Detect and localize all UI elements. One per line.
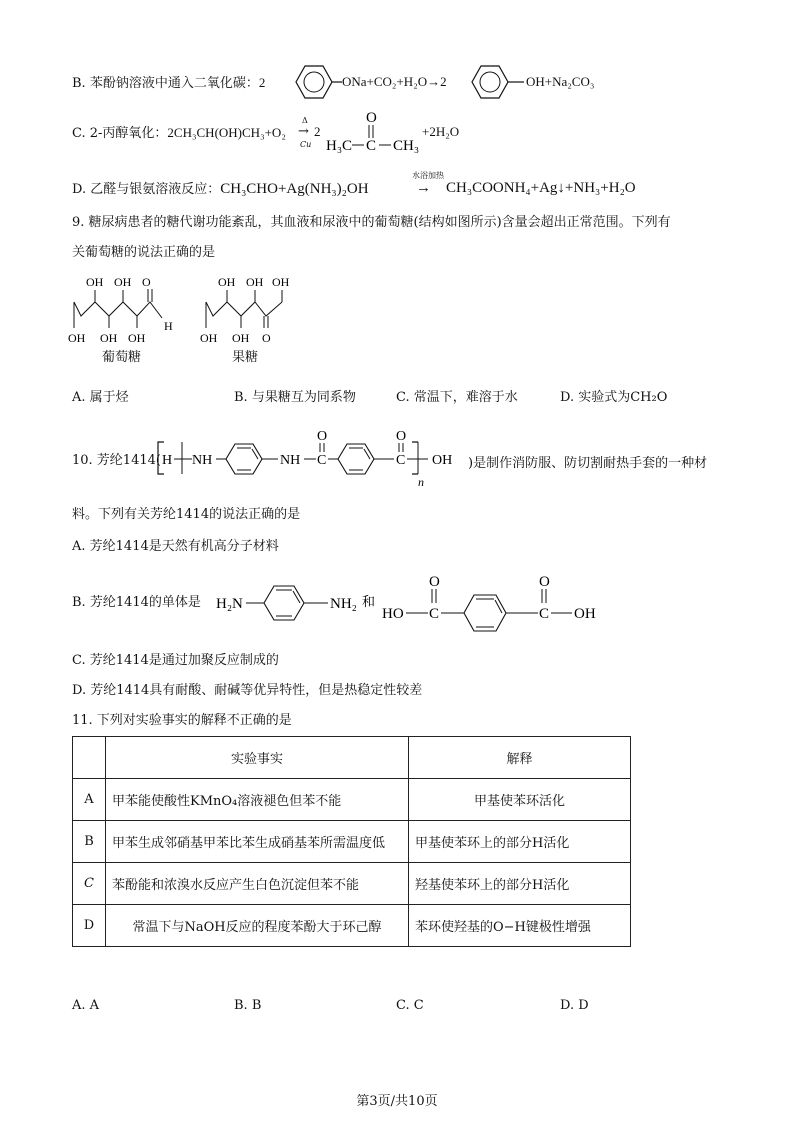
q8-b-coef: 2 [258, 75, 266, 90]
q8-b-label: B. 苯酚钠溶液中通入二氧化碳： [72, 76, 259, 91]
row-explain: 苯环使羟基的O−H键极性增强 [409, 905, 631, 947]
svg-text:n: n [418, 475, 424, 489]
q10-aramid-structure [156, 428, 466, 490]
q8-option-c [72, 124, 286, 143]
q11-option-b: B. B [234, 998, 262, 1013]
svg-text:O: O [317, 429, 328, 444]
q8-b-benzene-1 [284, 60, 344, 104]
q10-option-a: A. 芳纶1414是天然有机高分子材料 [72, 539, 279, 554]
svg-text:OH: OH [86, 275, 104, 289]
table-header-row [73, 737, 631, 779]
q9-option-a: A. 属于烃 [72, 390, 129, 405]
svg-text:H: H [164, 319, 173, 333]
q11-stem: 11. 下列对实验事实的解释不正确的是 [72, 713, 292, 728]
svg-text:O: O [396, 429, 407, 444]
q8-c-h3c: H₃C [326, 138, 353, 154]
table-row [73, 863, 631, 905]
table-row [73, 821, 631, 863]
table-row [73, 779, 631, 821]
q8-c-c: C [366, 138, 377, 154]
svg-text:OH: OH [432, 453, 453, 468]
row-label: D [73, 905, 106, 947]
svg-text:O: O [262, 331, 271, 344]
table-header-cell: 解释 [409, 737, 631, 779]
q8-d-label: D. 乙醛与银氨溶液反应： [72, 182, 221, 197]
row-fact: 甲苯生成邻硝基甲苯比苯生成硝基苯所需温度低 [106, 821, 409, 863]
svg-text:OH: OH [114, 275, 132, 289]
q10-option-c: C. 芳纶1414是通过加聚反应制成的 [72, 653, 279, 668]
svg-text:OH: OH [272, 275, 290, 289]
row-fact: 甲苯能使酸性KMnO₄溶液褪色但苯不能 [106, 779, 409, 821]
svg-text:OH: OH [100, 331, 118, 344]
q11-option-d: D. D [560, 998, 589, 1013]
svg-text:O: O [539, 574, 550, 590]
q9-stem-line2: 关葡萄糖的说法正确的是 [72, 245, 216, 260]
q8-c-cu: Cu [300, 140, 312, 149]
svg-text:NH: NH [192, 453, 213, 468]
row-explain: 甲基使苯环上的部分H活化 [409, 821, 631, 863]
svg-text:NH₂: NH₂ [330, 596, 357, 612]
svg-text:C: C [317, 453, 327, 468]
table-header-cell [73, 737, 106, 779]
q10-option-b: B. 芳纶1414的单体是 [72, 595, 201, 610]
q8-d-arrow: → [416, 180, 431, 196]
svg-text:和: 和 [362, 594, 376, 609]
row-explain: 羟基使苯环上的部分H活化 [409, 863, 631, 905]
q8-option-d [72, 180, 369, 199]
q10-stem-line2: 料。下列有关芳纶1414的说法正确的是 [72, 507, 301, 522]
q9-fructose-label: 果糖 [232, 350, 259, 365]
q8-b-benzene-2 [466, 60, 526, 104]
svg-text:OH: OH [246, 275, 264, 289]
q8-b-eq-mid: ONa+CO₂+H₂O→2 [342, 74, 447, 89]
q10-option-d: D. 芳纶1414具有耐酸、耐碱等优异特性，但是热稳定性较差 [72, 683, 423, 698]
row-label: B [73, 821, 106, 863]
q9-option-d: D. 实验式为CH₂O [560, 390, 668, 405]
row-explain: 甲基使苯环活化 [409, 779, 631, 821]
svg-text:NH: NH [280, 453, 301, 468]
q8-c-acetone [324, 108, 424, 156]
row-label: C [73, 863, 106, 905]
q9-option-b: B. 与果糖互为同系物 [234, 390, 356, 405]
q9-fructose-structure [200, 272, 300, 344]
svg-text:OH: OH [68, 331, 86, 344]
svg-text:OH: OH [218, 275, 236, 289]
svg-text:H₂N: H₂N [216, 596, 243, 612]
svg-text:HO: HO [382, 606, 404, 622]
q8-c-eq-left: 2CH₃CH(OH)CH₃+O₂ [167, 125, 286, 140]
q9-option-c: C. 常温下，难溶于水 [396, 390, 518, 405]
q11-table [72, 736, 631, 947]
q9-glucose-label: 葡萄糖 [102, 350, 142, 365]
table-row [73, 905, 631, 947]
svg-text:O: O [429, 574, 440, 590]
svg-text:OH: OH [574, 606, 596, 622]
svg-text:C: C [396, 453, 406, 468]
svg-text:C: C [539, 606, 550, 622]
q10-monomers [214, 570, 608, 636]
svg-text:O: O [142, 275, 151, 289]
svg-text:OH: OH [128, 331, 146, 344]
q8-option-b [72, 74, 265, 93]
row-fact: 苯酚能和浓溴水反应产生白色沉淀但苯不能 [106, 863, 409, 905]
q10-stem-suffix: )是制作消防服、防切割耐热手套的一种材 [468, 456, 708, 471]
q8-c-tail: +2H₂O [422, 124, 460, 139]
row-fact: 常温下与NaOH反应的程度苯酚大于环己醇 [106, 905, 409, 947]
table-header-cell: 实验事实 [106, 737, 409, 779]
q8-c-o: O [366, 110, 377, 126]
q8-c-ch3: CH₃ [393, 138, 420, 154]
svg-text:OH: OH [232, 331, 250, 344]
svg-text:H: H [162, 453, 173, 468]
q9-glucose-structure [68, 272, 188, 344]
q11-option-a: A. A [72, 998, 100, 1013]
q8-d-cond: 水浴加热 [412, 171, 444, 180]
row-label: A [73, 779, 106, 821]
q10-stem-prefix: 10. 芳纶1414( [72, 453, 161, 468]
q8-c-delta: Δ [302, 116, 308, 125]
q8-c-coef: 2 [314, 124, 321, 139]
q8-c-label: C. 2-丙醇氧化： [72, 126, 168, 141]
q8-c-arrow: → [298, 124, 309, 139]
q8-d-eq-left: CH₃CHO+Ag(NH₃)₂OH [220, 181, 369, 197]
svg-text:OH: OH [200, 331, 218, 344]
q8-d-eq-right: CH₃COONH₄+Ag↓+NH₃+H₂O [446, 180, 636, 196]
svg-text:C: C [429, 606, 440, 622]
q8-b-eq-end: OH+Na₂CO₃ [526, 74, 595, 89]
q9-stem-line1: 9. 糖尿病患者的糖代谢功能紊乱，其血液和尿液中的葡萄糖(结构如图所示)含量会超出正常范围。下列有 [72, 215, 671, 230]
q11-option-c: C. C [396, 998, 424, 1013]
page-footer: 第3页/共10页 [356, 1094, 438, 1109]
